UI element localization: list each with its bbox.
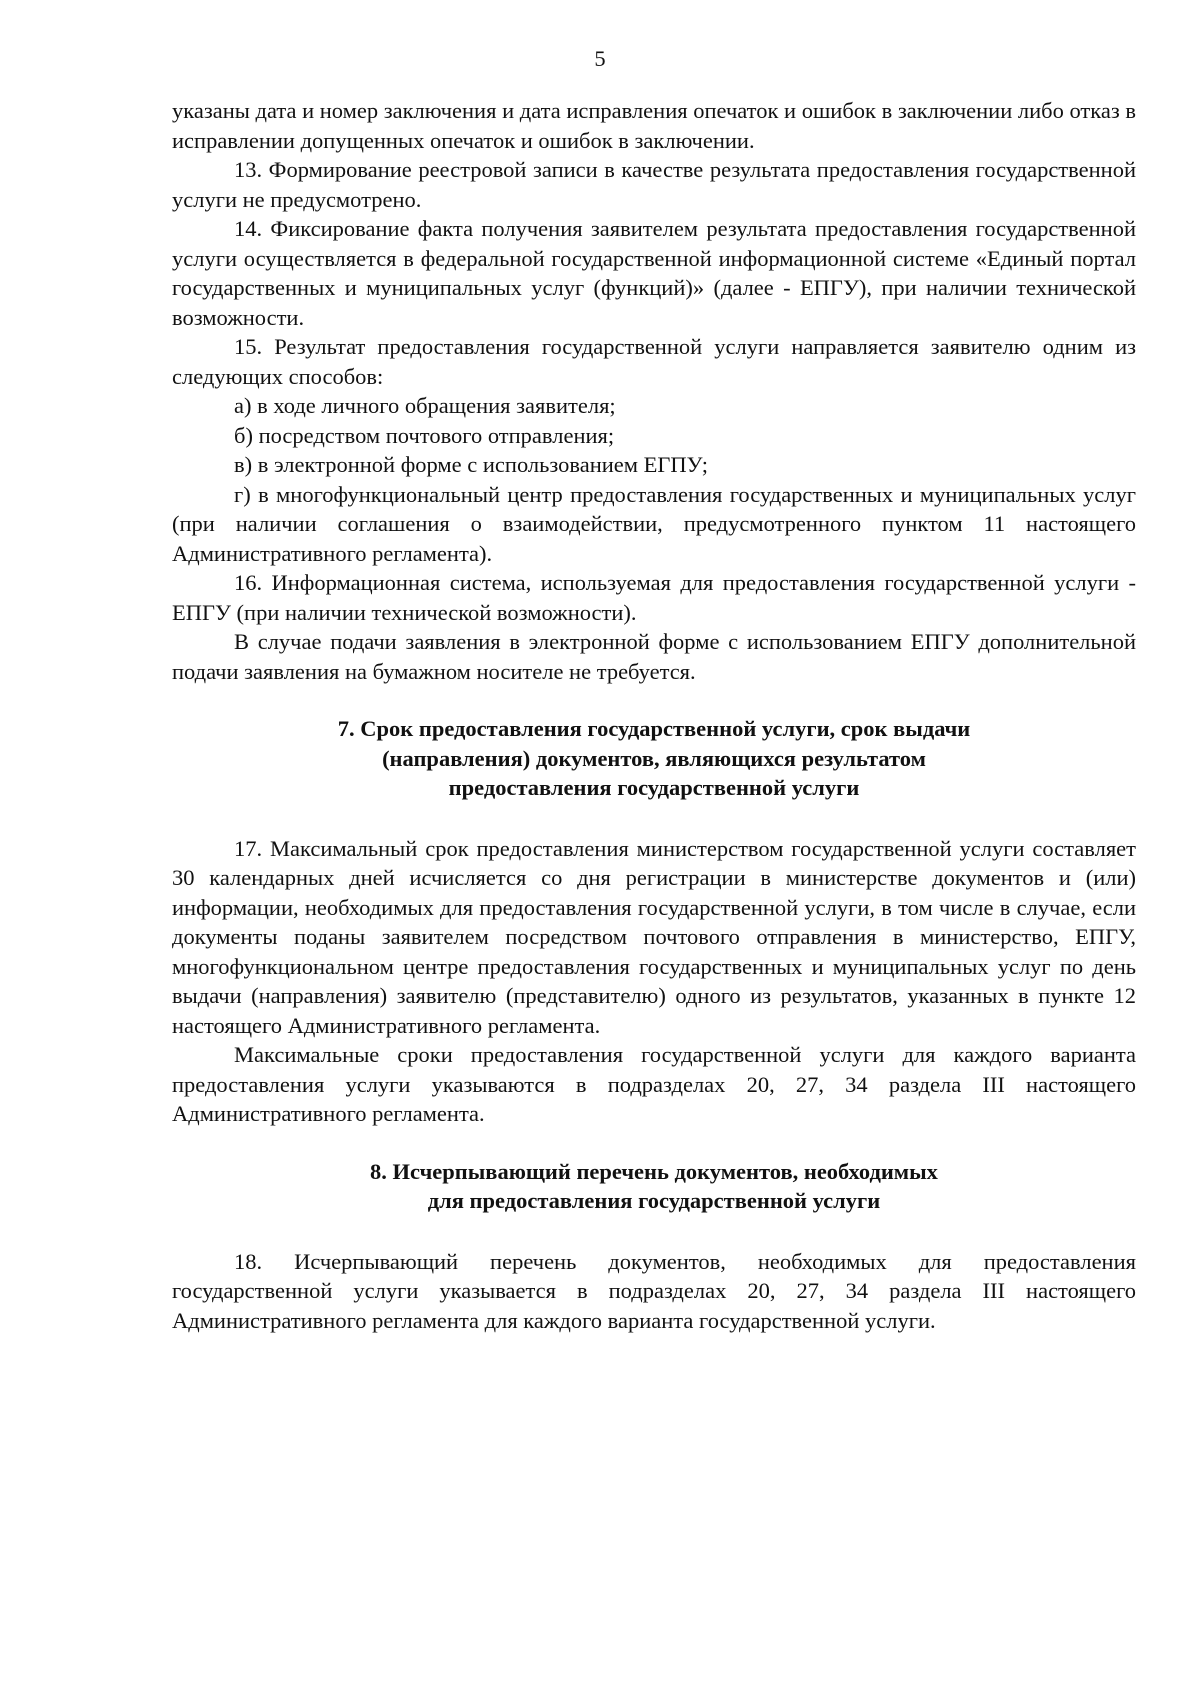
heading-line: (направления) документов, являющихся результатом — [382, 745, 926, 771]
paragraph-18: 18. Исчерпывающий перечень документов, необходимых для предоставления государственной услуги указывается в подразделах 20, 27, 34 раздела III настоящего Административного регламента для каждого варианта государственной услуги. — [172, 1248, 1136, 1333]
heading-line: 8. Исчерпывающий перечень документов, необходимых — [370, 1158, 938, 1184]
paragraph-13: 13. Формирование реестровой записи в качестве результата предоставления государственной услуги не предусмотрено. — [172, 157, 1136, 212]
paragraph-17-note: Максимальные сроки предоставления государственной услуги для каждого варианта предоставления услуги указываются в подразделах 20, 27, 34 раздела III настоящего Административного регламента. — [172, 1042, 1136, 1126]
heading-line: 7. Срок предоставления государственной услуги, срок выдачи — [337, 716, 971, 741]
paragraph-16-note: В случае подачи заявления в электронной форме с использованием ЕПГУ дополнительной подачи заявления на бумажном носителе не требуется. — [172, 629, 1136, 684]
section-heading-8 — [172, 1157, 1136, 1216]
paragraph-continuation: указаны дата и номер заключения и дата исправления опечаток и ошибок в заключении либо отказ в исправлении допущенных опечаток и ошибок в заключении. — [172, 98, 1136, 153]
paragraph-16: 16. Информационная система, используемая для предоставления государственной услуги - ЕПГУ (при наличии технической возможности). — [172, 570, 1136, 625]
heading-line: предоставления государственной услуги — [448, 775, 860, 800]
document-body — [172, 96, 1136, 1335]
list-item-a: а) в ходе личного обращения заявителя; — [234, 393, 616, 418]
page-number: 5 — [594, 46, 606, 71]
paragraph-15: 15. Результат предоставления государственной услуги направляется заявителю одним из следующих способов: — [172, 334, 1136, 389]
list-item-b: б) посредством почтового отправления; — [234, 422, 615, 448]
list-item-v: в) в электронной форме с использованием ЕГПУ; — [234, 452, 708, 477]
section-heading-7 — [172, 714, 1136, 803]
list-item-g: г) в многофункциональный центр предоставления государственных и муниципальных услуг (при наличии соглашения о взаимодействии, предусмотренного пунктом 11 настоящего Административного регламента). — [172, 481, 1136, 566]
heading-line: для предоставления государственной услуги — [427, 1188, 881, 1213]
paragraph-17: 17. Максимальный срок предоставления министерством государственной услуги составляет 30 календарных дней исчисляется со дня регистрации в министерстве документов и (или) информации, необходимых для предоставления государственной услуги, в том числе в случае, если документы поданы заявителем посредством почтового отправления в министерство, ЕПГУ, многофункциональном центре предоставления государственных и муниципальных услуг по день выдачи (направления) заявителю (представителю) одного из результатов, указанных в пункте 12 настоящего Административного регламента. — [172, 835, 1136, 1038]
paragraph-14: 14. Фиксирование факта получения заявителем результата предоставления государственной услуги осуществляется в федеральной государственной информационной системе «Единый портал государственных и муниципальных услуг (функций)» (далее - ЕПГУ), при наличии технической возможности. — [172, 216, 1136, 330]
